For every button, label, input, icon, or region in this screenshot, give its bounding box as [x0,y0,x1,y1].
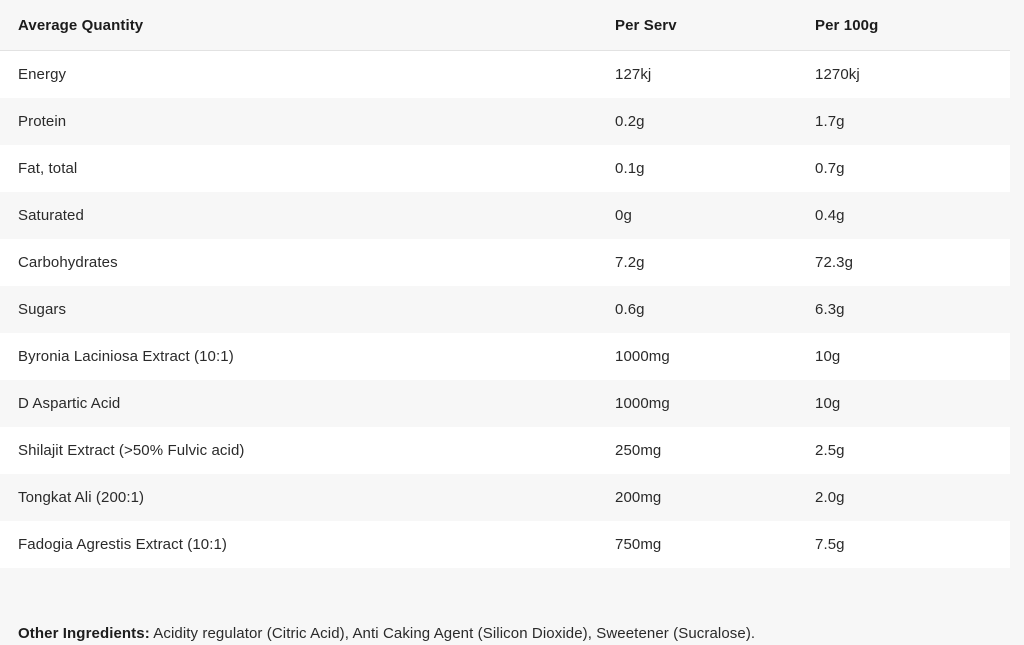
table-row [0,192,1010,239]
table-row [0,380,1010,427]
table-row [0,145,1010,192]
row-label: Protein [0,98,597,145]
table-row [0,98,1010,145]
row-per-serv: 0.2g [597,98,797,145]
row-per-100g: 2.5g [797,427,1010,474]
row-per-100g: 1270kj [797,51,1010,99]
row-per-100g: 10g [797,380,1010,427]
table-body [0,51,1010,569]
table-row [0,474,1010,521]
row-label: D Aspartic Acid [0,380,597,427]
table-header [0,0,1010,51]
column-header-per-100g: Per 100g [797,0,1010,51]
table-row [0,427,1010,474]
row-label: Sugars [0,286,597,333]
row-per-serv: 1000mg [597,380,797,427]
row-per-100g: 72.3g [797,239,1010,286]
table-row [0,333,1010,380]
row-label: Tongkat Ali (200:1) [0,474,597,521]
other-ingredients-note [0,583,1024,645]
row-per-100g: 0.4g [797,192,1010,239]
row-label: Shilajit Extract (>50% Fulvic acid) [0,427,597,474]
row-per-serv: 0g [597,192,797,239]
row-per-serv: 250mg [597,427,797,474]
row-label: Fadogia Agrestis Extract (10:1) [0,521,597,568]
table-row [0,521,1010,568]
row-per-serv: 0.6g [597,286,797,333]
row-label: Energy [0,51,597,99]
row-per-serv: 0.1g [597,145,797,192]
row-label: Fat, total [0,145,597,192]
row-per-100g: 10g [797,333,1010,380]
row-per-serv: 127kj [597,51,797,99]
row-label: Byronia Laciniosa Extract (10:1) [0,333,597,380]
row-per-serv: 1000mg [597,333,797,380]
row-per-serv: 200mg [597,474,797,521]
other-ingredients-text: Acidity regulator (Citric Acid), Anti Caking Agent (Silicon Dioxide), Sweetener (Sucralose). [149,625,756,642]
row-per-100g: 7.5g [797,521,1010,568]
column-header-average-quantity: Average Quantity [0,0,597,51]
row-per-100g: 2.0g [797,474,1010,521]
table-row [0,239,1010,286]
row-per-100g: 0.7g [797,145,1010,192]
other-ingredients-label: Other Ingredients: [18,625,150,642]
row-per-100g: 1.7g [797,98,1010,145]
column-header-per-serv: Per Serv [597,0,797,51]
row-per-100g: 6.3g [797,286,1010,333]
row-per-serv: 7.2g [597,239,797,286]
row-label: Carbohydrates [0,239,597,286]
row-per-serv: 750mg [597,521,797,568]
table-header-row [0,0,1010,51]
table-row [0,286,1010,333]
row-label: Saturated [0,192,597,239]
table-row [0,51,1010,99]
